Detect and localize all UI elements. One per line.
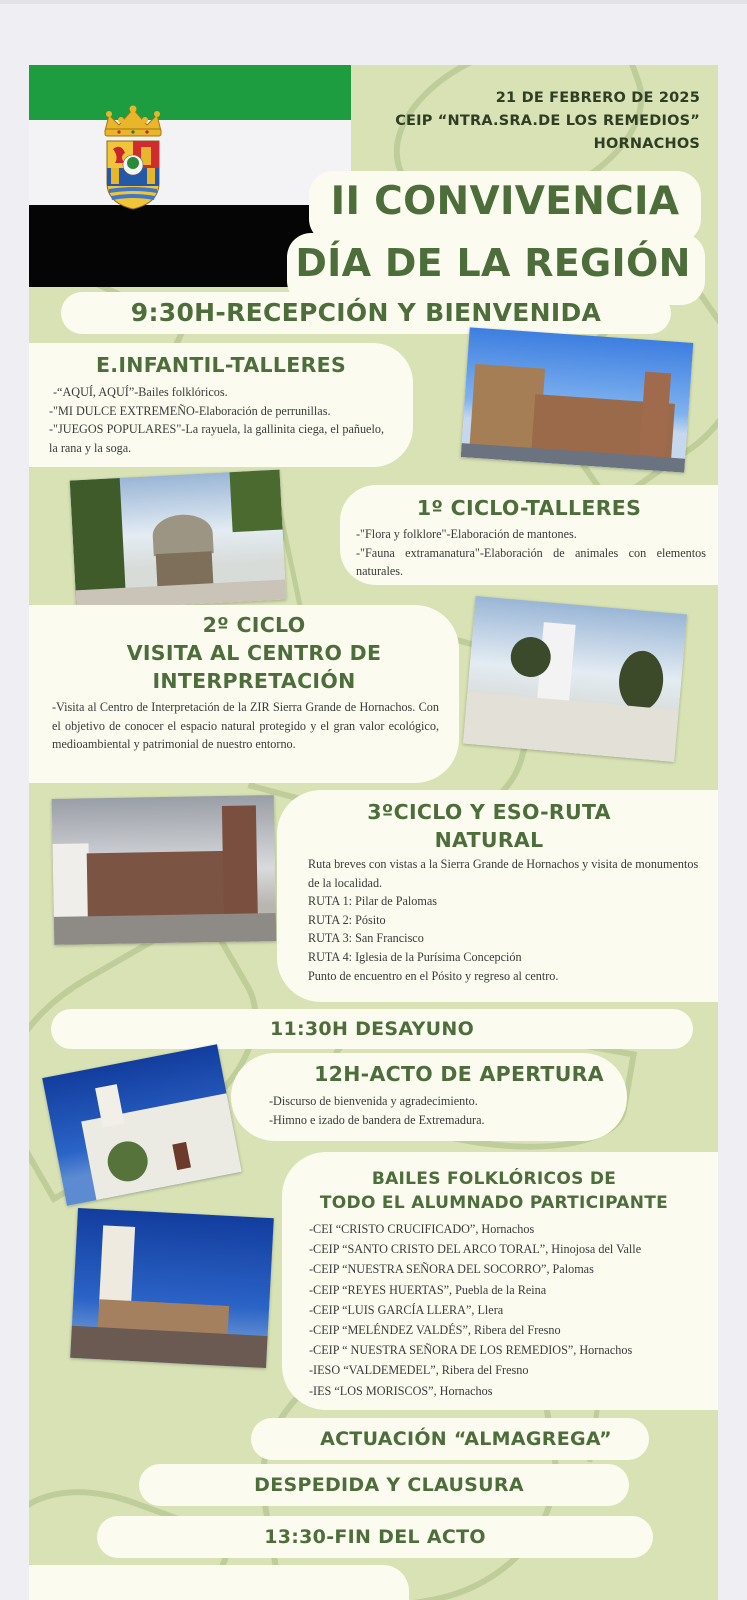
ciclo2-heading-line-1: 2º CICLO <box>202 613 306 637</box>
ciclo3-text <box>308 855 703 985</box>
bottom-pill-partial <box>29 1565 409 1600</box>
school-list-item: -IES “LOS MORISCOS”, Hornachos <box>309 1383 493 1398</box>
ciclo2-heading-line-3: INTERPRETACIÓN <box>152 669 356 693</box>
ciclo3-route-3: RUTA 3: San Francisco <box>308 931 424 946</box>
opening-item: -Himno e izado de bandera de Extremadura. <box>269 1112 485 1127</box>
ciclo2-heading <box>29 611 479 695</box>
school-list-item: -CEIP “MELÉNDEZ VALDÉS”, Ribera del Fresno <box>309 1323 561 1338</box>
opening-items <box>269 1092 609 1129</box>
ciclo1-item: -"Fauna extramanatura"-Elaboración de animales con elementos naturales. <box>356 545 706 579</box>
event-poster <box>29 65 718 1600</box>
school-list-item: -CEIP “SANTO CRISTO DEL ARCO TORAL”, Hinojosa del Valle <box>309 1242 642 1257</box>
infantil-heading: E.INFANTIL-TALLERES <box>95 353 347 377</box>
end-heading: 13:30-FIN DEL ACTO <box>264 1526 486 1548</box>
ciclo1-item: -"Flora y folklore"-Elaboración de mantones. <box>356 527 577 541</box>
opening-heading: 12H-ACTO DE APERTURA <box>314 1062 604 1086</box>
ciclo3-heading <box>289 798 689 854</box>
flag-white-stripe <box>29 120 351 205</box>
dances-heading-line-2: TODO EL ALUMNADO PARTICIPANTE <box>319 1193 669 1213</box>
opening-item: -Discurso de bienvenida y agradecimiento. <box>269 1094 478 1108</box>
coat-of-arms-icon <box>99 105 167 210</box>
dances-heading-line-1: BAILES FOLKLÓRICOS DE <box>371 1169 617 1189</box>
school-list-item: -CEIP “ NUESTRA SEÑORA DE LOS REMEDIOS”, Hornachos <box>309 1343 633 1358</box>
ciclo3-meeting-point: Punto de encuentro en el Pósito y regreso al centro. <box>308 968 559 983</box>
title-line-2: DÍA DE LA REGIÓN <box>295 241 691 285</box>
dances-heading <box>284 1167 704 1215</box>
ciclo1-items <box>356 525 706 581</box>
photo-church-castle <box>461 327 694 472</box>
flag-green-stripe <box>29 65 351 120</box>
ciclo3-route-2: RUTA 2: Pósito <box>308 912 386 927</box>
school-name: CEIP “NTRA.SRA.DE LOS REMEDIOS” <box>395 113 700 129</box>
breakfast-heading: 11:30H DESAYUNO <box>269 1018 475 1040</box>
ciclo3-heading-line-2: NATURAL <box>434 828 544 852</box>
town-name: HORNACHOS <box>593 136 700 152</box>
performance-heading: ACTUACIÓN “ALMAGREGA” <box>320 1428 612 1450</box>
ciclo3-heading-line-1: 3ºCICLO Y ESO-RUTA <box>367 800 611 824</box>
ciclo3-intro: Ruta breves con vistas a la Sierra Grande de Hornachos y visita de monumentos de la localidad. <box>308 857 699 890</box>
photo-town-church <box>52 795 277 945</box>
infantil-items <box>49 383 384 457</box>
photo-domed-shrine <box>70 470 287 611</box>
dances-school-list <box>309 1219 709 1401</box>
top-bar <box>0 0 747 4</box>
school-list-item: -CEIP “NUESTRA SEÑORA DEL SOCORRO”, Palomas <box>309 1262 594 1277</box>
school-list-item: -CEI “CRISTO CRUCIFICADO”, Hornachos <box>309 1222 535 1236</box>
title-line-1: II CONVIVENCIA <box>330 179 680 224</box>
school-list-item: -CEIP “LUIS GARCÍA LLERA”, Llera <box>309 1302 504 1317</box>
school-list-item: -CEIP “REYES HUERTAS”, Puebla de la Reina <box>309 1282 547 1297</box>
school-list-item: -IESO “VALDEMEDEL”, Ribera del Fresno <box>309 1363 529 1378</box>
ciclo3-route-4: RUTA 4: Iglesia de la Purísima Concepción <box>308 949 522 964</box>
reception-heading: 9:30H-RECEPCIÓN Y BIENVENIDA <box>130 298 602 327</box>
farewell-heading: DESPEDIDA Y CLAUSURA <box>254 1474 524 1496</box>
event-date: 21 DE FEBRERO DE 2025 <box>495 90 700 106</box>
photo-white-fountain <box>463 596 687 762</box>
infantil-item: -"MI DULCE EXTREMEÑO-Elaboración de perrunillas. <box>49 403 331 418</box>
ciclo3-route-1: RUTA 1: Pilar de Palomas <box>308 894 438 909</box>
ciclo1-heading: 1º CICLO-TALLERES <box>416 496 642 520</box>
infantil-item: -“AQUÍ, AQUÍ”-Bailes folklóricos. <box>53 385 228 399</box>
ciclo2-heading-line-2: VISITA AL CENTRO DE <box>126 641 382 665</box>
ciclo2-text: -Visita al Centro de Interpretación de la ZIR Sierra Grande de Hornachos. Con el objetivo de conocer el espacio natural protegido y el gran valor ecológico, medioambiental y patrimonial de nuestro entorno. <box>52 700 439 752</box>
photo-bell-tower-church <box>70 1208 274 1368</box>
event-header-info <box>395 87 700 156</box>
infantil-item: -"JUEGOS POPULARES"-La rayuela, la gallinita ciega, el pañuelo, la rana y la soga. <box>49 422 384 455</box>
